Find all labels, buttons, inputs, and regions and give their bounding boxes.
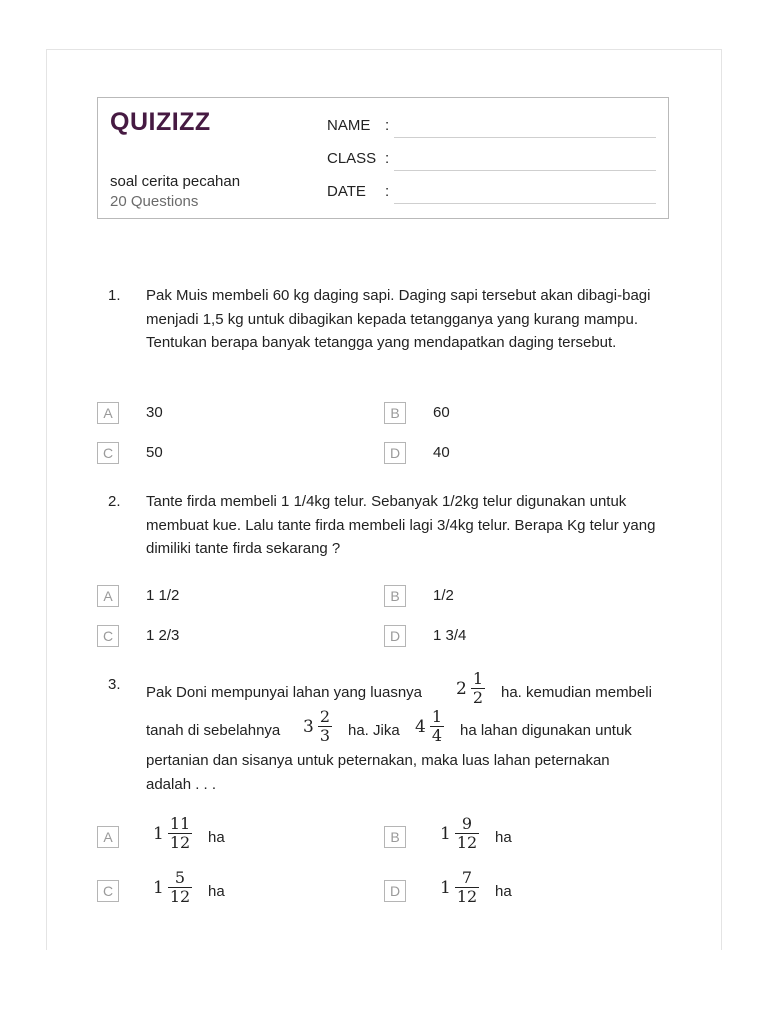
- class-line[interactable]: [394, 170, 656, 171]
- option-a-fraction: [153, 815, 192, 852]
- fraction-denominator: 2: [472, 688, 484, 707]
- option-b-text: 1/2: [433, 587, 454, 604]
- fraction-numerator: 9: [455, 815, 479, 834]
- option-d-box[interactable]: D: [384, 880, 406, 902]
- fraction-whole: 3: [303, 716, 314, 737]
- option-d-fraction: [440, 869, 479, 906]
- question-3-fraction: [303, 708, 332, 745]
- name-colon: :: [385, 117, 390, 134]
- option-d-text: 40: [433, 444, 450, 461]
- fraction-whole: 1: [440, 877, 451, 898]
- option-c-text: 50: [146, 444, 163, 461]
- class-colon: :: [385, 150, 390, 167]
- fraction-whole: 1: [153, 823, 164, 844]
- quiz-title: soal cerita pecahan: [110, 173, 241, 190]
- name-field: [327, 117, 389, 134]
- option-d-unit: ha: [495, 883, 512, 900]
- fraction-denominator: 12: [169, 887, 191, 906]
- option-a-text: 1 1/2: [146, 587, 180, 604]
- option-c-box[interactable]: C: [97, 625, 119, 647]
- option-a-box[interactable]: A: [97, 402, 119, 424]
- fraction-numerator: 7: [455, 869, 479, 888]
- option-d-box[interactable]: D: [384, 442, 406, 464]
- question-3-text-part: tanah di sebelahnya: [146, 722, 281, 739]
- option-b-box[interactable]: B: [384, 402, 406, 424]
- fraction-numerator: 2: [319, 707, 331, 726]
- date-label: DATE: [327, 183, 366, 200]
- question-3-number: 3.: [108, 676, 121, 693]
- option-c-box[interactable]: C: [97, 442, 119, 464]
- question-count: 20 Questions: [110, 193, 199, 210]
- question-2-text: Tante firda membeli 1 1/4kg telur. Sebanyak 1/2kg telur digunakan untuk membuat kue. Lalu tante firda membeli lagi 3/4kg telur. Berapa Kg telur yang dimiliki tante firda sekarang ?: [146, 493, 656, 557]
- question-3-text-part: Pak Doni mempunyai lahan yang luasnya: [146, 684, 422, 701]
- question-3-text-part: ha. kemudian membeli: [501, 684, 652, 701]
- fraction-whole: 1: [440, 823, 451, 844]
- option-d-box[interactable]: D: [384, 625, 406, 647]
- fraction-numerator: 5: [168, 869, 192, 888]
- option-b-text: 60: [433, 404, 450, 421]
- question-1-number: 1.: [108, 287, 121, 304]
- date-field: [327, 183, 389, 200]
- question-3-text-part: pertanian dan sisanya untuk peternakan, maka luas lahan peternakan: [146, 752, 610, 769]
- quizizz-logo: QUIZIZZ: [110, 108, 211, 136]
- fraction-denominator: 12: [456, 887, 478, 906]
- option-a-text: 30: [146, 404, 163, 421]
- option-b-box[interactable]: B: [384, 585, 406, 607]
- option-b-box[interactable]: B: [384, 826, 406, 848]
- option-c-unit: ha: [208, 883, 225, 900]
- name-label: NAME: [327, 117, 371, 134]
- option-c-text: 1 2/3: [146, 627, 180, 644]
- question-3-fraction: [456, 670, 485, 707]
- question-3-text-part: adalah . . .: [146, 776, 217, 793]
- class-label: CLASS: [327, 150, 377, 167]
- question-3-fraction: [415, 708, 444, 745]
- fraction-whole: 2: [456, 678, 467, 699]
- fraction-whole: 1: [153, 877, 164, 898]
- fraction-whole: 4: [415, 716, 426, 737]
- fraction-numerator: 11: [169, 814, 191, 833]
- option-b-unit: ha: [495, 829, 512, 846]
- fraction-denominator: 4: [431, 726, 443, 745]
- option-b-fraction: [440, 815, 479, 852]
- fraction-denominator: 3: [319, 726, 331, 745]
- fraction-denominator: 12: [456, 833, 478, 852]
- option-a-unit: ha: [208, 829, 225, 846]
- question-1-text: Pak Muis membeli 60 kg daging sapi. Daging sapi tersebut akan dibagi-bagi menjadi 1,5 kg untuk dibagikan kepada tetangganya yang kurang mampu. Tentukan berapa banyak tetangga yang mendapatkan daging tersebut.: [146, 287, 651, 351]
- date-colon: :: [385, 183, 390, 200]
- option-d-text: 1 3/4: [433, 627, 467, 644]
- fraction-numerator: 1: [472, 669, 484, 688]
- fraction-numerator: 1: [431, 707, 443, 726]
- option-c-box[interactable]: C: [97, 880, 119, 902]
- name-line[interactable]: [394, 137, 656, 138]
- option-a-box[interactable]: A: [97, 826, 119, 848]
- option-c-fraction: [153, 869, 192, 906]
- question-2-number: 2.: [108, 493, 121, 510]
- option-a-box[interactable]: A: [97, 585, 119, 607]
- class-field: [327, 150, 389, 167]
- fraction-denominator: 12: [169, 833, 191, 852]
- question-3-text-part: ha lahan digunakan untuk: [460, 722, 632, 739]
- question-3-text-part: ha. Jika: [348, 722, 400, 739]
- date-line[interactable]: [394, 203, 656, 204]
- worksheet-header: [97, 97, 669, 219]
